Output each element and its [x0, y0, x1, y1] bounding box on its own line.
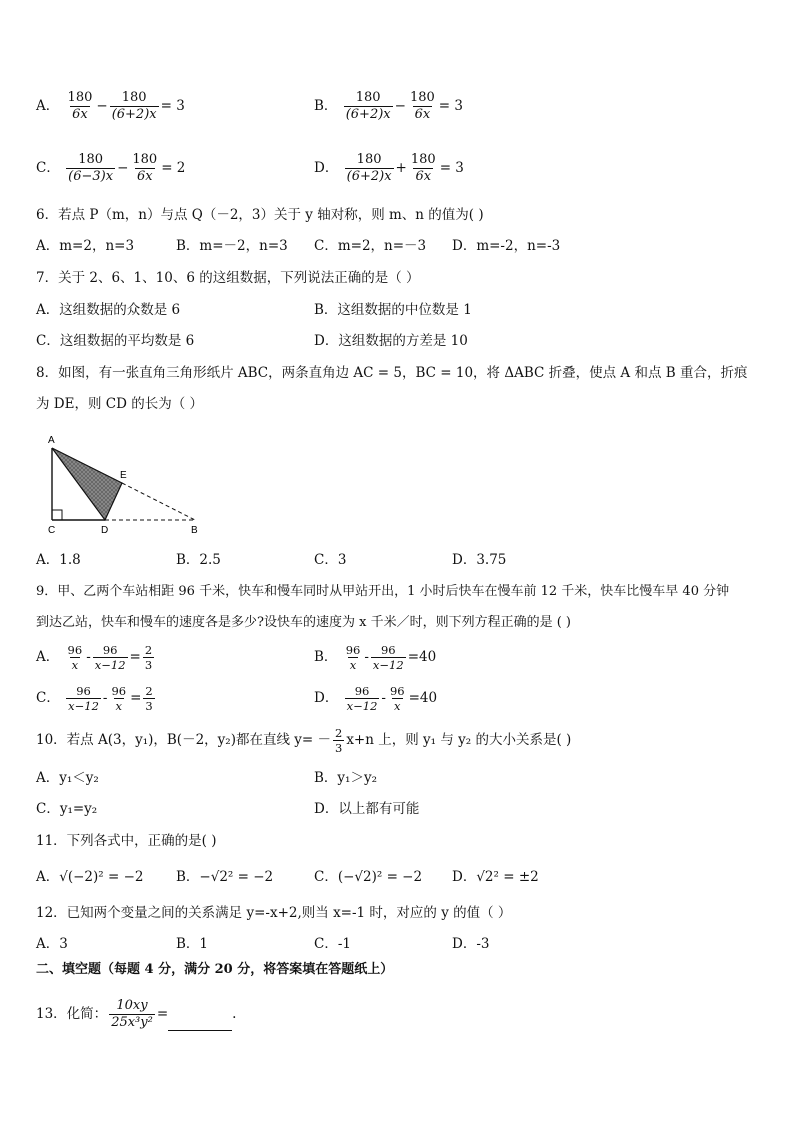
q9-line2: 到达乙站，快车和慢车的速度各是多少?设快车的速度为 x 千米／时，则下列方程正确的是 ( ): [36, 615, 571, 630]
q9-line1: 9．甲、乙两个车站相距 96 千米，快车和慢车同时从甲站开出，1 小时后快车在慢车前 12 千米，快车比慢车早 40 分钟: [36, 584, 730, 599]
q6-option-b: B．m=－2，n=3: [176, 238, 288, 254]
label-d: D: [101, 525, 109, 536]
q9-option-b: B． $\frac{96}{x}$ - $\frac{96}{x-12}$ =40: [314, 643, 437, 672]
q11-option-b: B．−√2² = −2: [176, 869, 274, 885]
q6-stem: 6．若点 P（m，n）与点 Q（－2，3）关于 y 轴对称，则 m、n 的值为( ): [36, 207, 484, 223]
q7-option-b: B．这组数据的中位数是 1: [314, 302, 472, 318]
q9-option-c: C． $\frac{96}{x-12}$ - $\frac{96}{x}$ = $\frac{2}{3}$: [36, 684, 153, 713]
q6-option-a: A．m=2，n=3: [36, 238, 135, 254]
q11-option-a: A．√(−2)² = −2: [36, 869, 144, 885]
q11-stem: 11．下列各式中，正确的是( ): [36, 833, 217, 849]
q10-stem: 10．若点 A(3，y₁)，B(－2，y₂)都在直线 y= － $\frac{2}{3}$ x+n 上，则 y₁ 与 y₂ 的大小关系是( ): [36, 726, 572, 755]
section-2-heading: 二、填空题（每题 4 分，满分 20 分，将答案填在答题纸上）: [36, 962, 394, 977]
q8-line1: 8．如图，有一张直角三角形纸片 ABC，两条直角边 AC = 5，BC = 10，将 ΔABC 折叠，使点 A 和点 B 重合，折痕: [36, 365, 748, 381]
q8-triangle-figure: [40, 430, 210, 540]
q10-option-c: C．y₁=y₂: [36, 801, 98, 817]
segment-eb: [122, 483, 195, 520]
q9-option-d: D． $\frac{96}{x-12}$ - $\frac{96}{x}$ =40: [314, 684, 438, 713]
q7-option-d: D．这组数据的方差是 10: [314, 333, 468, 349]
q13-answer-blank[interactable]: [168, 1016, 232, 1031]
label-c: C: [48, 525, 56, 536]
q10-option-b: B．y₁＞y₂: [314, 770, 377, 786]
q11-option-d: D．√2² = ±2: [452, 869, 539, 885]
q10-option-a: A．y₁＜y₂: [36, 770, 99, 786]
q7-option-a: A．这组数据的众数是 6: [36, 302, 181, 318]
folded-region: [52, 448, 122, 520]
q6-option-d: D．m=-2，n=-3: [452, 238, 561, 254]
q5-option-d: D． $\frac{180}{(6+2)x}$ + $\frac{180}{6x}$ = 3: [314, 152, 464, 184]
q11-option-c: C．(−√2)² = −2: [314, 869, 423, 885]
q7-stem: 7．关于 2、6、1、10、6 的这组数据，下列说法正确的是（ ）: [36, 270, 420, 286]
q13-stem: 13．化简： $\frac{10xy}{\text{25x³y²}}$ = .: [36, 998, 237, 1030]
label-b: B: [191, 525, 198, 536]
q12-option-b: B．1: [176, 936, 209, 952]
q7-option-c: C．这组数据的平均数是 6: [36, 333, 195, 349]
q10-option-d: D．以上都有可能: [314, 801, 420, 817]
right-angle-mark: [52, 510, 62, 520]
q8-option-a: A．1.8: [36, 552, 81, 568]
q12-option-d: D．-3: [452, 936, 490, 952]
q8-option-d: D．3.75: [452, 552, 507, 568]
label-e: E: [120, 470, 127, 481]
q8-option-b: B．2.5: [176, 552, 221, 568]
q8-option-c: C．3: [314, 552, 347, 568]
q6-option-c: C．m=2，n=－3: [314, 238, 427, 254]
q12-stem: 12．已知两个变量之间的关系满足 y=-x+2,则当 x=-1 时，对应的 y 的值（ ）: [36, 905, 512, 921]
q12-option-c: C．-1: [314, 936, 351, 952]
q9-option-a: A． $\frac{96}{x}$ - $\frac{96}{x-12}$ = $\frac{2}{3}$: [36, 643, 153, 672]
label-a: A: [48, 435, 55, 446]
q8-line2: 为 DE，则 CD 的长为（ ）: [36, 396, 203, 412]
q5-option-a: A． $\frac{180}{6x}$ − $\frac{180}{(6+2)x}$ = 3: [36, 90, 185, 122]
q5-option-b: B． $\frac{180}{(6+2)x}$ − $\frac{180}{6x}$ = 3: [314, 90, 463, 122]
q5-option-c: C． $\frac{180}{(6-3)x}$ − $\frac{180}{6x}$ = 2: [36, 152, 186, 184]
q12-option-a: A．3: [36, 936, 68, 952]
